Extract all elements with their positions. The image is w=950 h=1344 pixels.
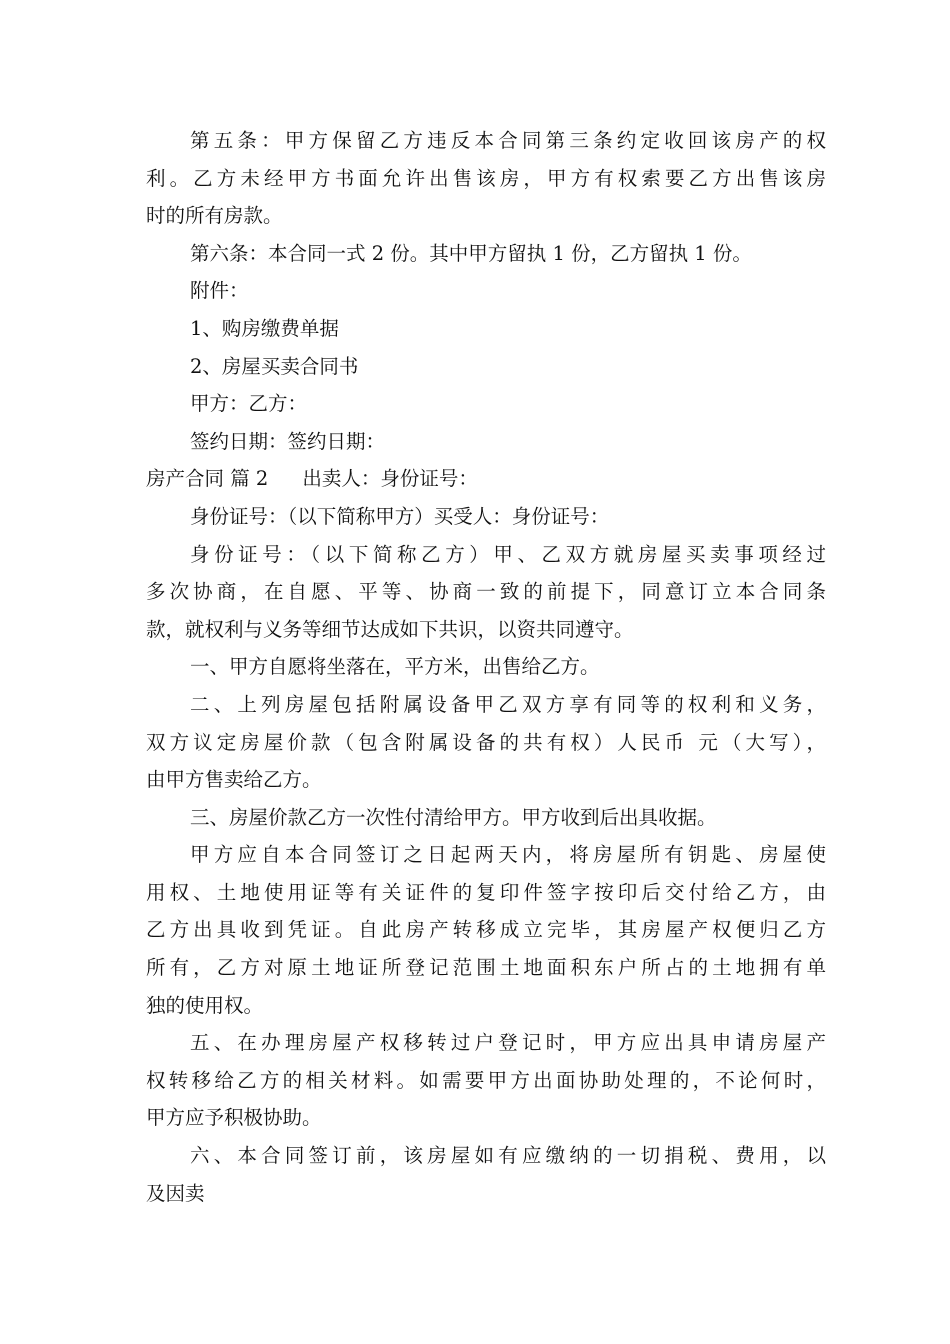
paragraph-line: 甲方应予积极协助。: [146, 1106, 322, 1130]
paragraph-line: 2、房屋买卖合同书: [190, 354, 359, 378]
paragraph-line: 六、本合同签订前，该房屋如有应缴纳的一切捐税、费用，以: [190, 1144, 826, 1168]
paragraph-line: 多次协商，在自愿、平等、协商一致的前提下，同意订立本合同条: [146, 580, 826, 604]
paragraph-line: 身份证号：（以下简称甲方）买受人：身份证号：: [190, 504, 610, 528]
paragraph-line: 甲方：乙方：: [190, 392, 308, 416]
document-body: [146, 122, 826, 1212]
paragraph-line: 甲方应自本合同签订之日起两天内，将房屋所有钥匙、房屋使: [190, 843, 826, 867]
paragraph-line: 乙方出具收到凭证。自此房产转移成立完毕，其房屋产权便归乙方: [146, 918, 826, 942]
paragraph-line: 独的使用权。: [146, 993, 264, 1017]
section-heading: 房产合同 篇 2: [146, 467, 269, 491]
paragraph-line: 签约日期：签约日期：: [190, 429, 386, 453]
paragraph-line: 二、上列房屋包括附属设备甲乙双方享有同等的权利和义务，: [190, 692, 826, 716]
paragraph-line: 及因卖: [146, 1181, 205, 1205]
paragraph-line: 时的所有房款。: [146, 204, 283, 228]
paragraph-line: 双方议定房屋价款（包含附属设备的共有权）人民币 元（大写），: [146, 730, 826, 754]
paragraph-line: 身份证号：（以下简称乙方）甲、乙双方就房屋买卖事项经过: [190, 542, 826, 566]
paragraph-line: 利。乙方未经甲方书面允许出售该房，甲方有权索要乙方出售该房: [146, 166, 826, 190]
paragraph-line: 用权、土地使用证等有关证件的复印件签字按印后交付给乙方，由: [146, 880, 826, 904]
paragraph-line: 权转移给乙方的相关材料。如需要甲方出面协助处理的，不论何时，: [146, 1068, 826, 1092]
paragraph-line: 第六条：本合同一式 2 份。其中甲方留执 1 份，乙方留执 1 份。: [190, 241, 752, 265]
paragraph-line: 五、在办理房屋产权移转过户登记时，甲方应出具申请房屋产: [190, 1031, 826, 1055]
paragraph-line: 三、房屋价款乙方一次性付清给甲方。甲方收到后出具收据。: [190, 805, 717, 829]
section-heading-line: [146, 460, 826, 498]
paragraph-line: 所有，乙方对原土地证所登记范围土地面积东户所占的土地拥有单: [146, 956, 826, 980]
paragraph-line: 一、甲方自愿将坐落在，平方米，出售给乙方。: [190, 655, 600, 679]
paragraph-line: 款，就权利与义务等细节达成如下共识，以资共同遵守。: [146, 617, 634, 641]
paragraph-line: 第五条：甲方保留乙方违反本合同第三条约定收回该房产的权: [190, 129, 826, 152]
paragraph-line: 附件：: [190, 279, 249, 303]
seller-id-label: 出卖人：身份证号：: [302, 467, 478, 491]
paragraph-line: 由甲方售卖给乙方。: [146, 768, 322, 792]
paragraph-line: 1、购房缴费单据: [190, 316, 339, 340]
